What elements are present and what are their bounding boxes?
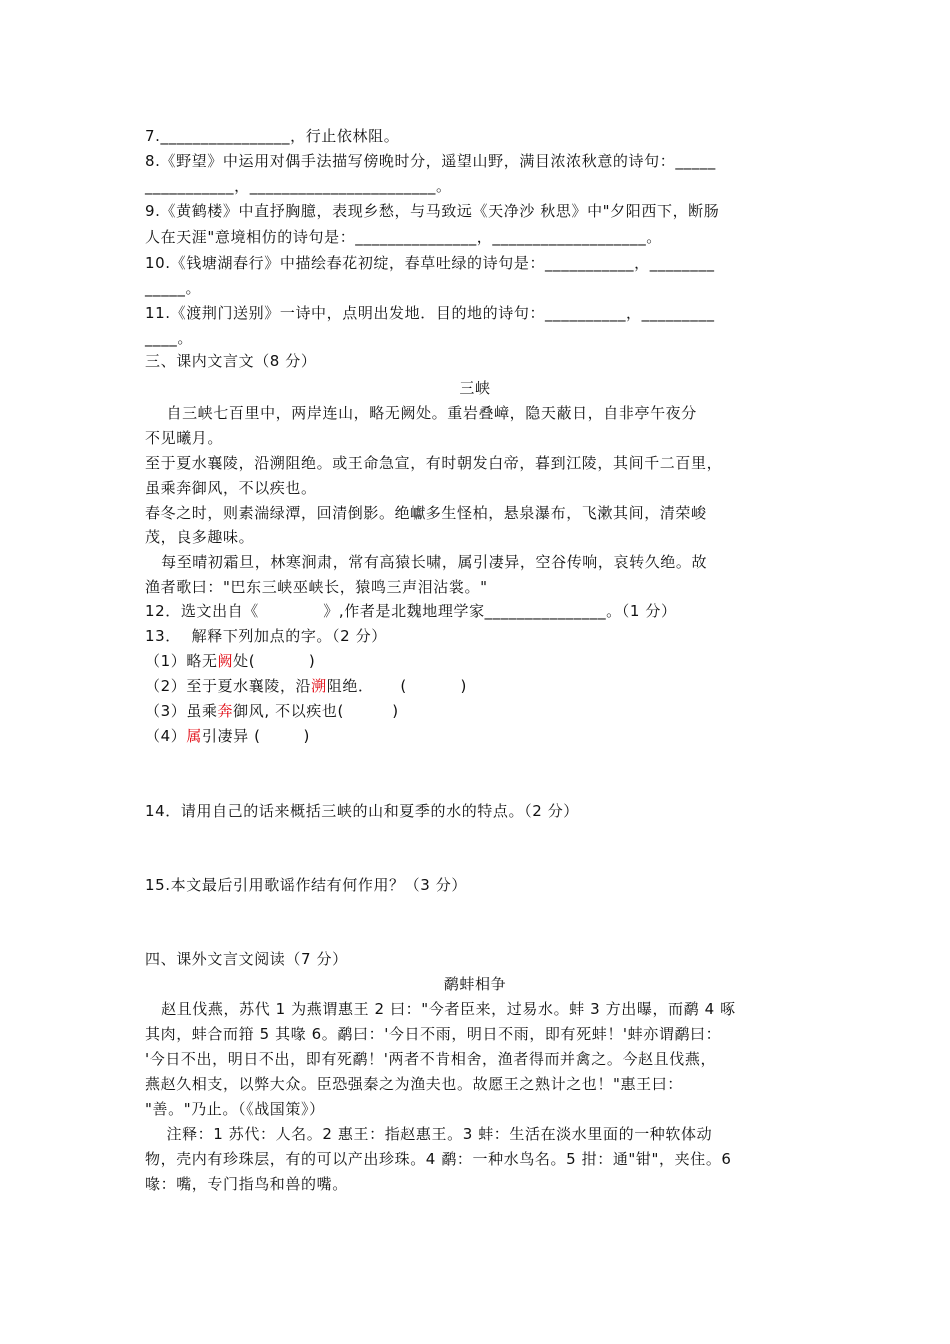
emphasized-char: 溯: [311, 677, 327, 695]
question-9-line-2: 人在天涯"意境相仿的诗句是：_______________，___________________。: [145, 228, 662, 246]
passage-1-line-1: 自三峡七百里中，两岸连山，略无阙处。重岩叠嶂，隐天蔽日，自非亭午夜分: [145, 404, 697, 422]
emphasized-char: 奔: [217, 702, 234, 720]
question-14: 14．请用自己的话来概括三峡的山和夏季的水的特点。（2 分）: [145, 802, 579, 820]
passage-3-line-1: 春冬之时，则素湍绿潭，回清倒影。绝巘多生怪柏，悬泉瀑布，飞漱其间，清荣峻: [145, 504, 707, 522]
item-text: 御风, 不以疾也( ): [233, 702, 399, 720]
passage-4-line-1: 每至晴初霜旦，林寒涧肃，常有高猿长啸，属引凄异，空谷传响，哀转久绝。故: [145, 553, 708, 571]
passage-line-2: 其肉，蚌合而箝 5 其喙 6。鹬曰：'今日不雨，明日不雨，即有死蚌！'蚌亦谓鹬曰：: [145, 1025, 722, 1043]
passage-line-4: 燕赵久相支，以弊大众。臣恐强秦之为渔夫也。故愿王之熟计之也！"惠王曰：: [145, 1075, 683, 1093]
question-8-line-1: 8.《野望》中运用对偶手法描写傍晚时分，遥望山野，满目浓浓秋意的诗句：_____: [145, 152, 716, 170]
emphasized-char: 阙: [217, 652, 234, 670]
question-15: 15.本文最后引用歌谣作结有何作用？（3 分）: [145, 876, 467, 894]
passage-2-line-2: 虽乘奔御风，不以疾也。: [145, 479, 317, 497]
section-3-title: 三峡: [459, 379, 491, 397]
question-13-item-1: [145, 651, 315, 671]
question-10-line-2: _____。: [145, 279, 202, 297]
passage-line-3: '今日不出，明日不出，即有死鹬！'两者不肯相舍，渔者得而并禽之。今赵且伐燕，: [145, 1050, 717, 1068]
question-10-line-1: 10.《钱塘湖春行》中描绘春花初绽，春草吐绿的诗句是：___________，________: [145, 254, 715, 272]
question-11-line-2: ____。: [145, 329, 194, 347]
notes-line-2: 物，壳内有珍珠层，有的可以产出珍珠。4 鹬：一种水鸟名。5 拑：通"钳"，夹住。6: [145, 1150, 732, 1168]
notes-line-1: 注释：1 苏代：人名。2 惠王：指赵惠王。3 蚌：生活在淡水里面的一种软体动: [145, 1125, 713, 1143]
item-text: 阻绝． ( ): [326, 677, 467, 695]
question-9-line-1: 9.《黄鹤楼》中直抒胸臆，表现乡愁，与马致远《天净沙 秋思》中"夕阳西下，断肠: [145, 202, 720, 220]
item-text: （1）略无: [145, 652, 218, 670]
item-text: （4）: [145, 727, 187, 745]
question-8-line-2: ___________，_______________________。: [145, 177, 452, 195]
question-13-item-3: [145, 701, 399, 721]
section-4-title: 鹬蚌相争: [443, 975, 507, 993]
question-11-line-1: 11.《渡荆门送别》一诗中，点明出发地．目的地的诗句：__________，_________: [145, 304, 715, 322]
item-text: （2）至于夏水襄陵，沿: [145, 677, 312, 695]
item-text: （3）虽乘: [145, 702, 218, 720]
question-7: 7.________________，行止依林阻。: [145, 127, 400, 145]
passage-1-line-2: 不见曦月。: [145, 429, 224, 447]
question-12: 12．选文出自《 》,作者是北魏地理学家_______________。（1 分）: [145, 602, 677, 620]
notes-line-3: 喙：嘴，专门指鸟和兽的嘴。: [145, 1175, 348, 1193]
emphasized-char: 属: [186, 727, 202, 745]
passage-2-line-1: 至于夏水襄陵，沿溯阻绝。或王命急宣，有时朝发白帝，暮到江陵，其间千二百里，: [145, 454, 723, 472]
question-13: 13． 解释下列加点的字。（2 分）: [145, 627, 387, 645]
question-13-item-2: [145, 676, 467, 696]
passage-4-line-2: 渔者歌曰："巴东三峡巫峡长，猿鸣三声泪沾裳。": [145, 578, 488, 596]
passage-3-line-2: 茂，良多趣味。: [145, 528, 255, 546]
passage-line-5: "善。"乃止。（《战国策》）: [145, 1100, 325, 1118]
question-13-item-4: [145, 726, 310, 746]
section-4-heading: 四、课外文言文阅读（7 分）: [145, 950, 348, 968]
section-3-heading: 三、课内文言文（8 分）: [145, 352, 317, 370]
passage-line-1: 赵且伐燕，苏代 1 为燕谓惠王 2 曰："今者臣来，过易水。蚌 3 方出曝，而鹬 4 啄: [145, 1000, 736, 1018]
item-text: 引凄异 ( ): [201, 727, 310, 745]
item-text: 处( ): [233, 652, 316, 670]
